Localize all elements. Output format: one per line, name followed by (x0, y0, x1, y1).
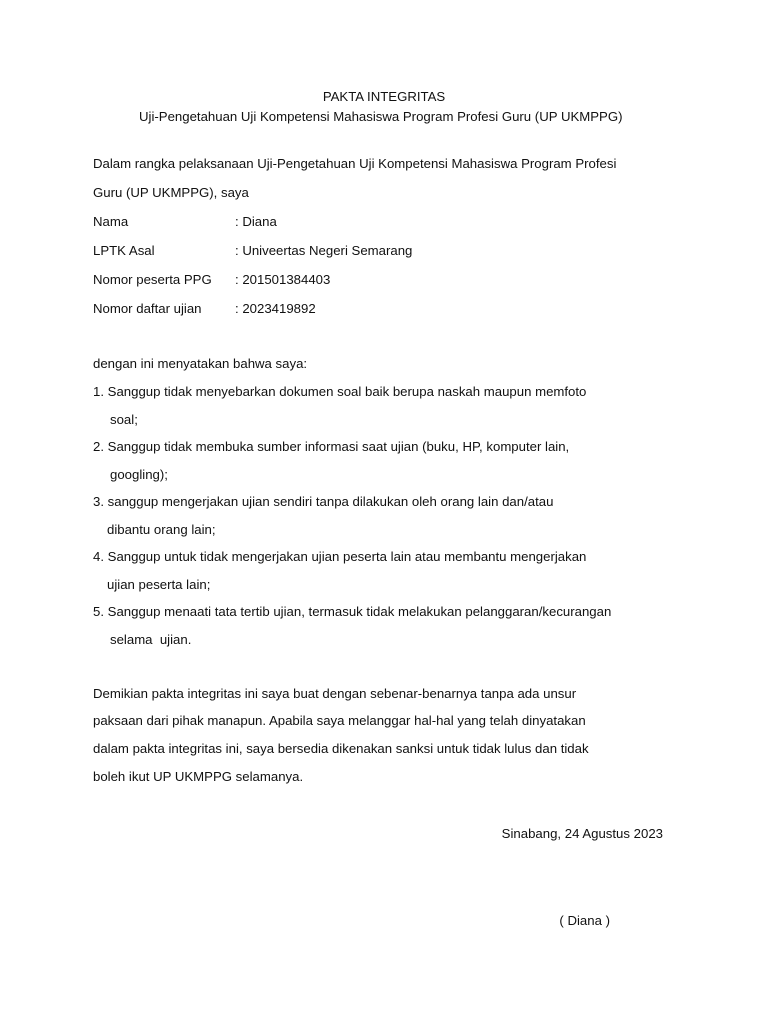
list-item-continuation: soal; (110, 412, 138, 427)
field-value-nama: : Diana (235, 214, 277, 229)
statement-lead: dengan ini menyatakan bahwa saya: (93, 356, 308, 371)
list-item-continuation: dibantu orang lain; (107, 522, 216, 537)
intro-line-2: Guru (UP UKMPPG), saya (93, 185, 249, 200)
list-item: 1. Sanggup tidak menyebarkan dokumen soal baik berupa naskah maupun memfoto (93, 384, 587, 399)
document-title: PAKTA INTEGRITAS (322, 89, 446, 104)
field-label-nomor-peserta: Nomor peserta PPG (93, 272, 212, 287)
field-label-nomor-daftar: Nomor daftar ujian (93, 301, 202, 316)
closing-line-2: paksaan dari pihak manapun. Apabila saya melanggar hal-hal yang telah dinyatakan (93, 713, 586, 728)
list-item: 5. Sanggup menaati tata tertib ujian, termasuk tidak melakukan pelanggaran/kecurangan (93, 604, 612, 619)
signature-name: ( Diana ) (559, 913, 610, 928)
list-item: 3. sanggup mengerjakan ujian sendiri tanpa dilakukan oleh orang lain dan/atau (93, 494, 554, 509)
list-item-continuation: selama ujian. (110, 632, 192, 647)
field-value-nomor-daftar: : 2023419892 (235, 301, 316, 316)
intro-line-1: Dalam rangka pelaksanaan Uji-Pengetahuan Uji Kompetensi Mahasiswa Program Profesi (93, 156, 617, 171)
field-label-nama: Nama (93, 214, 129, 229)
list-item: 2. Sanggup tidak membuka sumber informasi saat ujian (buku, HP, komputer lain, (93, 439, 570, 454)
list-item: 4. Sanggup untuk tidak mengerjakan ujian peserta lain atau membantu mengerjakan (93, 549, 587, 564)
list-item-continuation: ujian peserta lain; (107, 577, 211, 592)
document-subtitle: Uji-Pengetahuan Uji Kompetensi Mahasiswa Program Profesi Guru (UP UKMPPG) (139, 109, 623, 124)
field-value-nomor-peserta: : 201501384403 (235, 272, 331, 287)
field-label-lptk: LPTK Asal (93, 243, 155, 258)
closing-line-1: Demikian pakta integritas ini saya buat dengan sebenar-benarnya tanpa ada unsur (93, 686, 577, 701)
field-value-lptk: : Univeertas Negeri Semarang (235, 243, 413, 258)
closing-line-3: dalam pakta integritas ini, saya bersedia dikenakan sanksi untuk tidak lulus dan tidak (93, 741, 589, 756)
closing-line-4: boleh ikut UP UKMPPG selamanya. (93, 769, 304, 784)
list-item-continuation: googling); (110, 467, 168, 482)
place-date: Sinabang, 24 Agustus 2023 (501, 826, 663, 841)
